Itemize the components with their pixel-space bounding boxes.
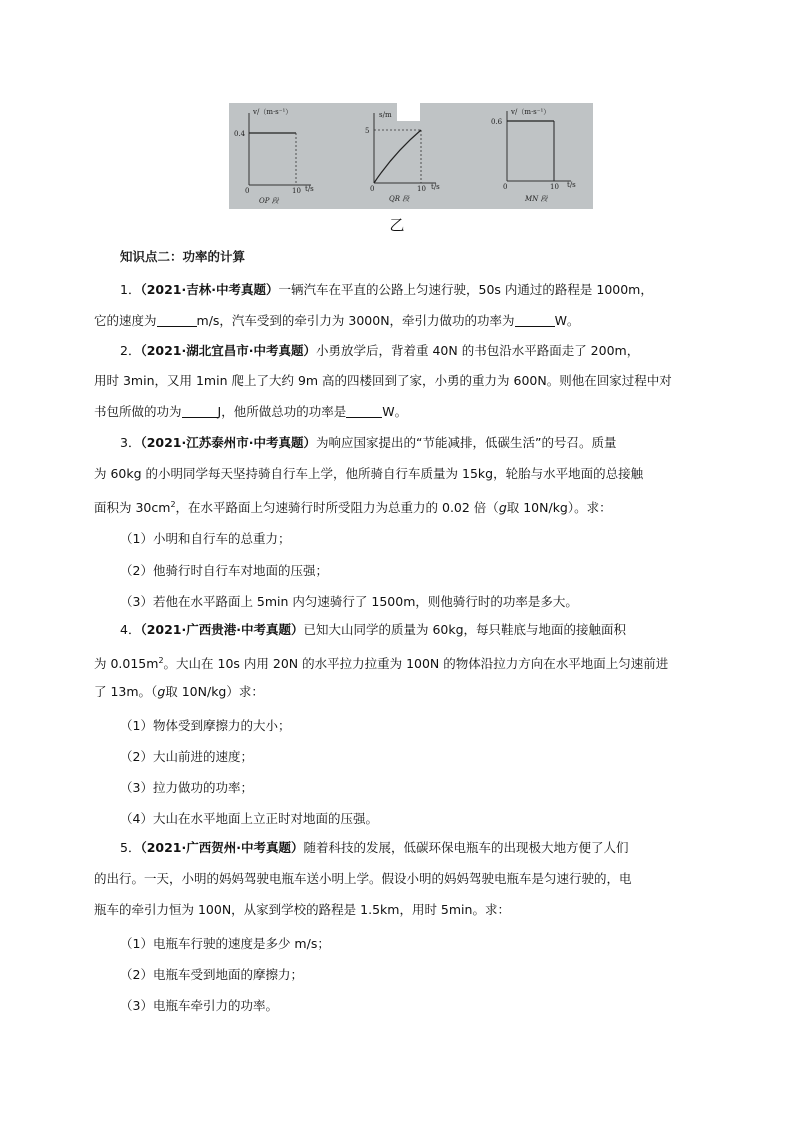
figure-notch bbox=[397, 101, 420, 121]
question-text: m/s，汽车受到的牵引力为 3000N，牵引力做功的功率为 bbox=[196, 313, 515, 328]
question-text: 它的速度为 bbox=[94, 313, 157, 328]
sub-question: （3）电瓶车牵引力的功率。 bbox=[120, 998, 278, 1013]
graph-op-origin: 0 bbox=[245, 187, 250, 195]
sub-question: （1）小明和自行车的总重力； bbox=[120, 531, 291, 546]
sub-question: （4）大山在水平地面上立正时对地面的压强。 bbox=[120, 811, 378, 826]
question-text: 书包所做的功为 bbox=[94, 404, 182, 419]
graph-mn-origin: 0 bbox=[503, 183, 508, 191]
sub-question: （3）拉力做功的功率； bbox=[120, 780, 253, 795]
answer-blank[interactable] bbox=[157, 314, 197, 327]
graph-qr bbox=[365, 111, 440, 203]
question-text: 用时 3min，又用 1min 爬上了大约 9m 高的四楼回到了家，小勇的重力为 600N。则他在回家过程中对 bbox=[94, 373, 672, 388]
graph-mn-xunit: t/s bbox=[567, 181, 576, 189]
sub-question: （3）若他在水平路面上 5min 内匀速骑行了 1500m，则他骑行时的功率是多大。 bbox=[120, 594, 578, 609]
graph-mn-label: MN 段 bbox=[525, 195, 548, 203]
graph-op bbox=[234, 108, 314, 205]
graph-op-label: OP 段 bbox=[259, 197, 279, 205]
variable-g: g bbox=[498, 500, 507, 516]
graph-qr-yval: 5 bbox=[365, 127, 370, 135]
question-text: 小勇放学后，背着重 40N 的书包沿水平路面走了 200m， bbox=[316, 343, 640, 358]
question-source: （2021·广西贵港·中考真题） bbox=[140, 622, 304, 637]
question-source: （2021·广西贺州·中考真题） bbox=[140, 840, 304, 855]
question-text: 为 0.015m bbox=[94, 656, 159, 672]
graph-qr-xval: 10 bbox=[417, 185, 426, 193]
sub-question: （2）大山前进的速度； bbox=[120, 749, 253, 764]
question-number: 5． bbox=[120, 840, 141, 855]
sub-question: （1）电瓶车行驶的速度是多少 m/s； bbox=[120, 936, 330, 951]
question-source: （2021·湖北宜昌市·中考真题） bbox=[140, 343, 316, 358]
graph-op-xval: 10 bbox=[292, 187, 301, 195]
question-text: 已知大山同学的质量为 60kg，每只鞋底与地面的接触面积 bbox=[303, 622, 627, 637]
sub-question: （2）他骑行时自行车对地面的压强； bbox=[120, 563, 328, 578]
graph-op-yval: 0.4 bbox=[234, 130, 246, 138]
question-source: （2021·吉林·中考真题） bbox=[140, 282, 279, 297]
question-text: 取 10N/kg）求： bbox=[165, 684, 264, 699]
question-text: J，他所做总功的功率是 bbox=[217, 404, 347, 419]
graph-mn-yval: 0.6 bbox=[491, 118, 503, 126]
figure-caption: 乙 bbox=[389, 216, 405, 234]
question-number: 1． bbox=[120, 282, 141, 297]
question-text: 为响应国家提出的“节能减排，低碳生活”的号召。质量 bbox=[316, 435, 617, 450]
question-text: 瓶车的牵引力恒为 100N，从家到学校的路程是 1.5km，用时 5min。求： bbox=[94, 902, 510, 917]
question-text: 。大山在 10s 内用 20N 的水平拉力拉重为 100N 的物体沿拉力方向在水平地面上匀速前进 bbox=[163, 656, 669, 672]
graph-op-ylabel: v/（m·s⁻¹） bbox=[253, 108, 293, 116]
variable-g: g bbox=[157, 684, 166, 699]
graph-qr-xunit: t/s bbox=[431, 183, 440, 191]
graph-mn-xval: 10 bbox=[550, 183, 559, 191]
sub-question: （2）电瓶车受到地面的摩擦力； bbox=[120, 967, 303, 982]
question-text: 的出行。一天，小明的妈妈驾驶电瓶车送小明上学。假设小明的妈妈驾驶电瓶车是匀速行驶的，电 bbox=[94, 871, 632, 886]
question-text: W。 bbox=[382, 404, 408, 419]
graph-qr-origin: 0 bbox=[370, 185, 375, 193]
question-text: 面积为 30cm bbox=[94, 500, 171, 516]
question-text: ，在水平路面上匀速骑行时所受阻力为总重力的 0.02 倍（ bbox=[175, 500, 499, 516]
question-text: 随着科技的发展，低碳环保电瓶车的出现极大地方便了人们 bbox=[303, 840, 629, 855]
answer-blank[interactable] bbox=[515, 314, 555, 327]
section-heading: 知识点二：功率的计算 bbox=[120, 249, 246, 264]
question-text: W。 bbox=[554, 313, 580, 328]
graph-mn-ylabel: v/（m·s⁻¹） bbox=[511, 108, 551, 116]
graph-qr-label: QR 段 bbox=[389, 195, 410, 203]
superscript: 2 bbox=[158, 656, 164, 665]
answer-blank[interactable] bbox=[182, 405, 218, 418]
question-text: 为 60kg 的小明同学每天坚持骑自行车上学，他所骑自行车质量为 15kg，轮胎与水平地面的总接触 bbox=[94, 466, 644, 481]
question-text: 了 13m。（ bbox=[94, 684, 158, 699]
graph-qr-ylabel: s/m bbox=[379, 111, 392, 119]
graph-op-xunit: t/s bbox=[305, 185, 314, 193]
graph-mn bbox=[491, 108, 576, 203]
question-text: 一辆汽车在平直的公路上匀速行驶，50s 内通过的路程是 1000m， bbox=[278, 282, 653, 297]
question-source: （2021·江苏泰州市·中考真题） bbox=[140, 435, 316, 450]
sub-question: （1）物体受到摩擦力的大小； bbox=[120, 718, 291, 733]
question-text: 取 10N/kg）。求： bbox=[506, 500, 612, 516]
question-number: 4． bbox=[120, 622, 141, 637]
question-number: 2． bbox=[120, 343, 141, 358]
superscript: 2 bbox=[170, 500, 176, 509]
question-number: 3． bbox=[120, 435, 141, 450]
answer-blank[interactable] bbox=[346, 405, 382, 418]
